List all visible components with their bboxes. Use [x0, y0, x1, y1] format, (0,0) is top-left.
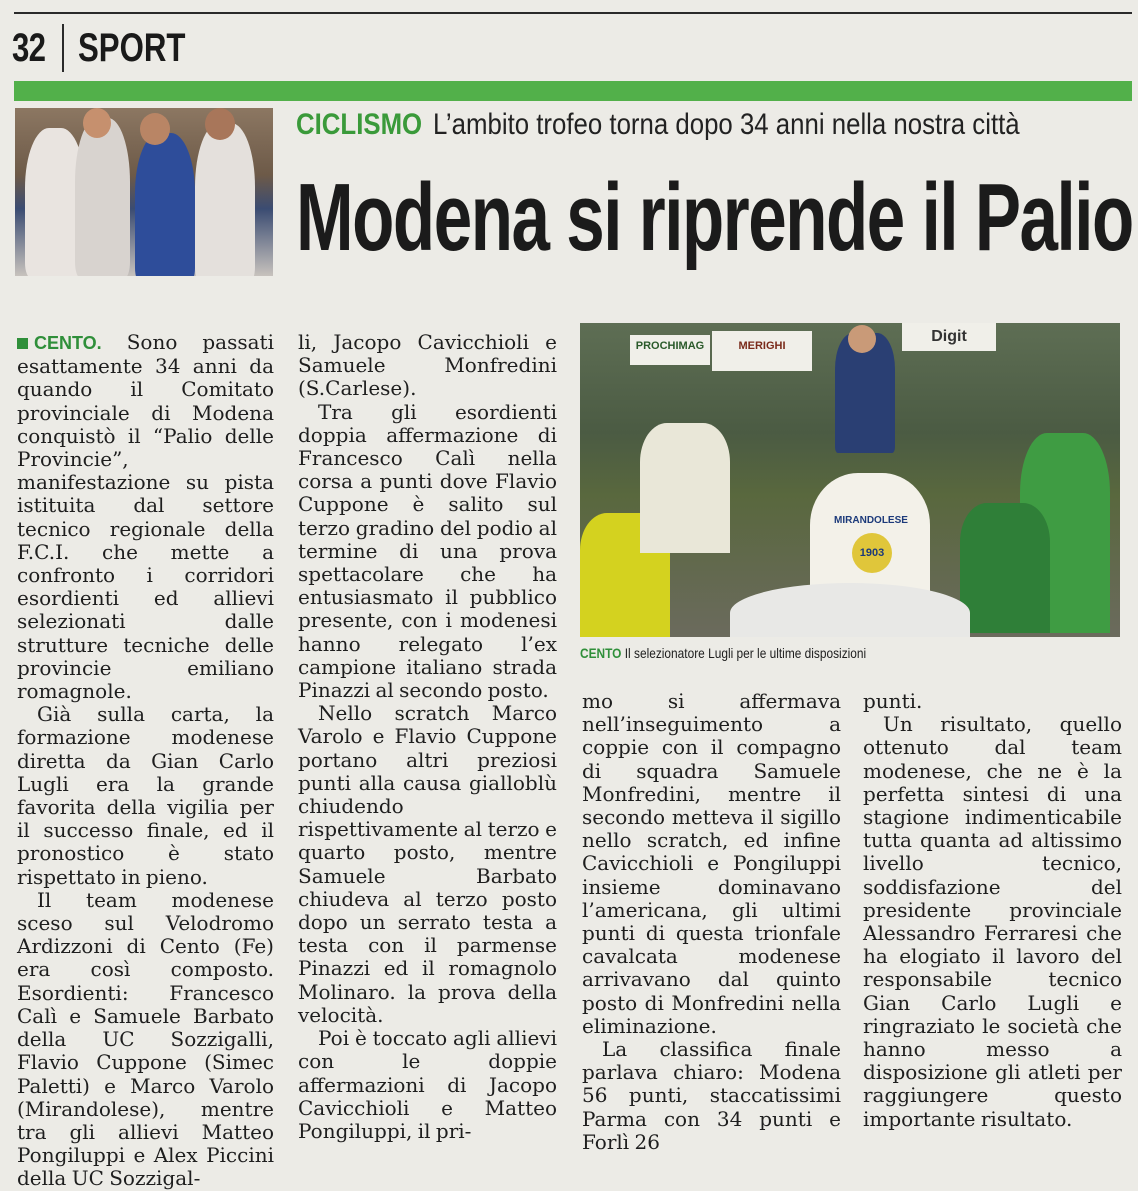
photo-caption [580, 645, 866, 661]
paragraph: Un risultato, quello ottenuto dal team modenese, che ne è la perfetta sintesi di una stagione indimenticabile tutta quanta ad altissimo livello tecnico, soddisfazione del presidente provinciale Alessandro Ferraresi che ha elogiato il lavoro del responsabile tecnico Gian Carlo Lugli e ringraziato le società che hanno messo a disposizione gli atleti per raggiungere questo importante risultato. [863, 712, 1122, 1131]
article-column-3 [582, 690, 841, 1154]
section-title: SPORT [78, 26, 186, 70]
top-rule [14, 12, 1132, 14]
paragraph: li, Jacopo Cavicchioli e Samuele Monfredini (S.Carlese). [298, 330, 557, 401]
subtitle: L’ambito trofeo torna dopo 34 anni nella nostra città [433, 108, 1020, 141]
paragraph: Nello scratch Marco Varolo e Flavio Cuppone portano altri preziosi punti alla causa gialloblù chiudendo rispettivamente al terzo e quarto posto, mentre Samuele Barbato chiudeva al terzo posto dopo un serrato testa a testa con il parmense Pinazzi ed il romagnolo Molinaro. la prova della velocità. [298, 701, 557, 1027]
page-number: 32 [12, 26, 46, 70]
photo-banner: PROCHIMAG [630, 335, 710, 365]
jersey-text: MIRANDOLESE [834, 515, 908, 526]
article-column-2 [298, 331, 557, 1143]
paragraph [17, 331, 274, 703]
jersey-year: 1903 [852, 533, 892, 573]
paragraph: Poi è toccato agli allievi con le doppie affermazioni di Jacopo Cavicchioli e Matteo Pongiluppi, il pri- [298, 1026, 557, 1143]
dateline: CENTO. [34, 333, 102, 353]
paragraph: Il team modenese sceso sul Velodromo Ardizzoni di Cento (Fe) era così composto. Esordienti: Francesco Calì e Samuele Barbato della UC Sozzigalli, Flavio Cuppone (Simec Paletti) e Marco Varolo (Mirandolese), mentre tra gli allievi Matteo Pongiluppi e Alex Piccini della UC Sozzigal- [17, 887, 274, 1191]
headline: Modena si riprende il Palio [296, 164, 1133, 271]
photo-banner: Digit [902, 323, 996, 351]
article-column-4 [863, 690, 1122, 1131]
header-separator [62, 24, 64, 72]
bullet-icon [17, 338, 28, 349]
caption-text: Il selezionatore Lugli per le ultime disposizioni [621, 645, 867, 661]
paragraph: La classifica finale parlava chiaro: Modena 56 punti, staccatissimi Parma con 34 punti e Forlì 26 [582, 1037, 841, 1154]
article-column-1 [17, 331, 274, 1191]
section-band [14, 81, 1132, 101]
kicker: CICLISMO [296, 108, 423, 141]
paragraph: Già sulla carta, la formazione modenese diretta da Gian Carlo Lugli era la grande favorita della vigilia per il successo finale, ed il pronostico è stato rispettato in pieno. [17, 702, 274, 889]
photo-banner: MERIGHI [712, 331, 812, 371]
paragraph-text: Sono passati esattamente 34 anni da quando il Comitato provinciale di Modena conquistò il “Palio delle Provincie”, manifestazione su pista istituita dal settore tecnico regionale della F.C.I. che mette a confronto i corridori esordienti ed allievi selezionati dalle strutture tecniche delle provincie emiliano romagnole. [17, 330, 274, 704]
paragraph: mo si affermava nell’inseguimento a coppie con il compagno di squadra Samuele Monfredini, mentre il secondo metteva il sigillo nello scratch, ed infine Cavicchioli e Pongiluppi insieme dominavano l’americana, gli ultimi punti di questa trionfale cavalcata modenese arrivavano dal quinto posto di Monfredini nella eliminazione. [582, 689, 841, 1038]
caption-dateline: CENTO [580, 645, 622, 661]
paragraph: Tra gli esordienti doppia affermazione di Francesco Calì nella corsa a punti dove Flavio Cuppone è salito sul terzo gradino del podio al termine di una prova spettacolare che ha entusiasmato il pubblico presente, con i modenesi hanno relegato l’ex campione italiano strada Pinazzi al secondo posto. [298, 399, 557, 703]
kicker-row [296, 108, 1020, 142]
paragraph: punti. [863, 689, 923, 713]
basketball-photo [15, 108, 273, 276]
cycling-team-photo [580, 323, 1120, 637]
